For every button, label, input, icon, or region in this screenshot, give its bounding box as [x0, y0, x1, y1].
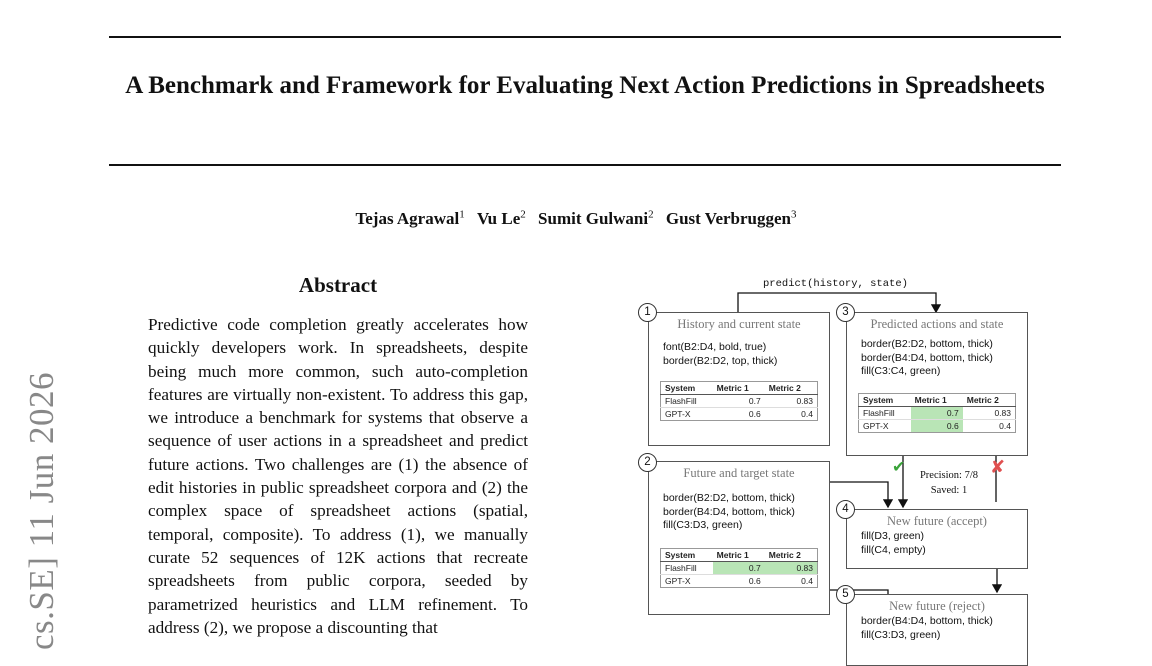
step-number: 5: [836, 585, 855, 604]
action-line: font(B2:D4, bold, true): [663, 341, 767, 353]
author: Sumit Gulwani$^2$: [538, 208, 654, 228]
action-line: fill(C3:C4, green): [861, 365, 941, 377]
reject-actions: [861, 615, 1021, 642]
check-icon: ✔: [892, 459, 906, 476]
figure-diagram: [630, 270, 1070, 648]
accept-actions: [861, 530, 1021, 557]
action-line: border(B4:D4, bottom, thick): [861, 351, 993, 364]
accept-title: New future (accept): [887, 514, 987, 528]
step-number: 4: [836, 500, 855, 519]
future-table: System Metric 1 Metric 2 FlashFill 0.7 0.83 GPT-X 0.6 0.4: [660, 548, 818, 588]
action-line: fill(C3:D3, green): [663, 519, 743, 531]
arxiv-stamp: cs.SE] 11 Jun 2026: [22, 372, 61, 650]
history-title: History and current state: [677, 317, 801, 331]
predicted-actions: [861, 338, 1021, 379]
step-number: 2: [638, 453, 657, 472]
history-box: [648, 312, 830, 446]
action-line: fill(C3:D3, green): [861, 628, 941, 641]
reject-title: New future (reject): [889, 599, 985, 613]
predict-function-label: predict(history, state): [763, 278, 908, 290]
reject-box: [846, 594, 1028, 666]
accept-box: [846, 509, 1028, 569]
action-line: border(B2:D2, bottom, thick): [861, 338, 993, 350]
action-line: border(B2:D2, top, thick): [663, 354, 778, 367]
step-number: 3: [836, 303, 855, 322]
cross-icon: ✘: [990, 457, 1006, 478]
history-table: System Metric 1 Metric 2 FlashFill 0.7 0.83 GPT-X 0.6 0.4: [660, 381, 818, 421]
step-number: 1: [638, 303, 657, 322]
top-rule: [109, 36, 1061, 38]
action-line: fill(D3, green): [861, 530, 925, 542]
precision-label: Precision: 7/8: [919, 470, 979, 481]
future-title: Future and target state: [683, 466, 795, 480]
predicted-table: System Metric 1 Metric 2 FlashFill 0.7 0.83 GPT-X 0.6 0.4: [858, 393, 1016, 433]
predicted-title: Predicted actions and state: [870, 317, 1004, 331]
action-line: border(B2:D2, bottom, thick): [663, 492, 795, 504]
saved-label: Saved: 1: [930, 485, 968, 496]
author: Vu Le$^2$: [476, 208, 526, 228]
author: Gust Verbruggen$^3$: [665, 208, 797, 228]
history-actions: [663, 341, 823, 368]
action-line: border(B4:D4, bottom, thick): [663, 505, 795, 518]
title-bottom-rule: [109, 164, 1061, 166]
future-box: [648, 461, 830, 615]
author: Tejas Agrawal$^1$: [355, 208, 465, 228]
author-list: [0, 208, 1152, 229]
action-line: fill(C4, empty): [861, 543, 926, 556]
predicted-box: [846, 312, 1028, 456]
future-actions: [663, 492, 823, 533]
abstract-body: Predictive code completion greatly accelerates how quickly developers work. In spreadsheets, despite being much more common, such auto-completion features are virtually non-existent. To address this gap, we introduce a benchmark for systems that observe a sequence of user actions in a spreadsheet and predict future actions. Two challenges are (1) the absence of edit histories in public spreadsheet corpora and (2) the complex space of spreadsheet actions (spatial, temporal, composite). To address (1), we manually curate 52 sequences of 12K actions that recreate spreadsheets from public corpora, seeded by parametrized heuristics and LLM refinement. To address (2), we propose a discounting that: [148, 315, 528, 637]
paper-title: A Benchmark and Framework for Evaluating Next Action Predictions in Spreadsheets: [125, 72, 1045, 99]
action-line: border(B4:D4, bottom, thick): [861, 615, 993, 627]
abstract-heading: Abstract: [298, 273, 378, 297]
